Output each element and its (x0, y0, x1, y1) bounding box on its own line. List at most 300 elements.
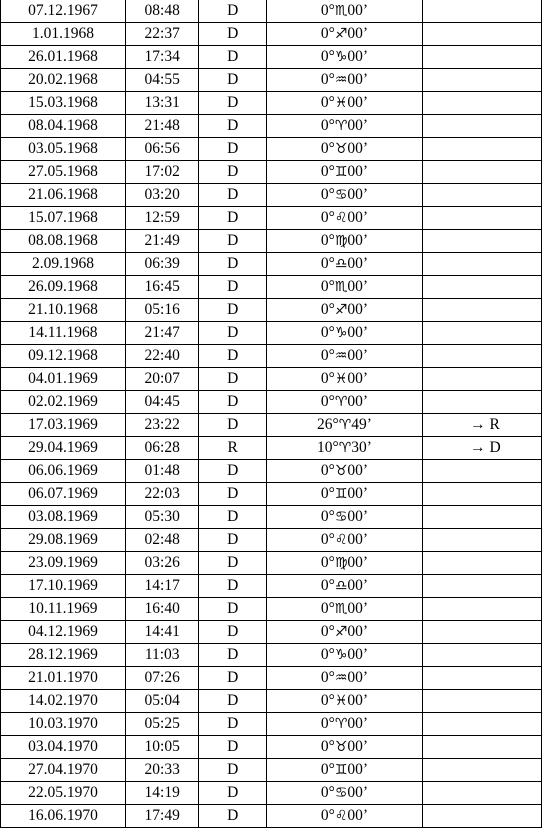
date-cell: 29.04.1969 (1, 437, 126, 460)
position-cell (266, 115, 422, 138)
position-degrees: 0° (320, 761, 335, 778)
zodiac-sign-icon: ♈ (334, 394, 348, 410)
direction-cell: D (199, 0, 266, 23)
position-degrees: 0° (320, 623, 335, 640)
note-cell (423, 736, 542, 759)
zodiac-sign-icon: ♎ (334, 256, 348, 272)
position-minutes: 00’ (347, 393, 369, 410)
position-degrees: 0° (320, 278, 335, 295)
direction-cell: D (199, 782, 266, 805)
position-minutes: 49’ (351, 416, 372, 433)
note-cell (423, 253, 542, 276)
time-cell: 10:05 (125, 736, 199, 759)
table-row (1, 161, 542, 184)
table-row (1, 575, 542, 598)
zodiac-sign-icon: ♊ (334, 164, 348, 180)
table-row (1, 552, 542, 575)
zodiac-sign-icon: ♐ (334, 26, 348, 42)
date-cell: 03.08.1969 (1, 506, 126, 529)
position-minutes: 00’ (347, 508, 369, 525)
table-row (1, 138, 542, 161)
position-cell (266, 414, 422, 437)
position-degrees: 0° (320, 646, 335, 663)
direction-cell: D (199, 736, 266, 759)
note-cell (423, 161, 542, 184)
direction-cell: D (199, 230, 266, 253)
time-cell: 23:22 (125, 414, 199, 437)
table-row (1, 437, 542, 460)
zodiac-sign-icon: ♍ (334, 555, 348, 571)
zodiac-sign-icon: ♒ (334, 72, 348, 88)
position-degrees: 0° (320, 163, 335, 180)
position-degrees: 0° (320, 784, 335, 801)
position-degrees: 0° (320, 232, 335, 249)
position-degrees: 0° (320, 462, 335, 479)
time-cell: 22:37 (125, 23, 199, 46)
zodiac-sign-icon: ♌ (334, 210, 348, 226)
direction-cell: D (199, 276, 266, 299)
note-cell (423, 621, 542, 644)
position-minutes: 00’ (347, 232, 369, 249)
position-degrees: 0° (320, 25, 335, 42)
position-minutes: 00’ (347, 554, 369, 571)
note-cell (423, 460, 542, 483)
table-row (1, 0, 542, 23)
position-minutes: 00’ (347, 2, 369, 19)
note-cell (423, 506, 542, 529)
table-row (1, 230, 542, 253)
time-cell: 06:56 (125, 138, 199, 161)
position-minutes: 00’ (347, 255, 369, 272)
time-cell: 11:03 (125, 644, 199, 667)
note-cell: → R (423, 414, 542, 437)
zodiac-sign-icon: ♎ (334, 578, 348, 594)
position-minutes: 00’ (347, 25, 369, 42)
date-cell: 15.03.1968 (1, 92, 126, 115)
position-degrees: 0° (320, 186, 335, 203)
position-minutes: 00’ (347, 485, 369, 502)
position-cell (266, 713, 422, 736)
table-row (1, 759, 542, 782)
direction-cell: D (199, 322, 266, 345)
time-cell: 12:59 (125, 207, 199, 230)
direction-cell: D (199, 368, 266, 391)
time-cell: 22:40 (125, 345, 199, 368)
note-cell (423, 23, 542, 46)
date-cell: 04.01.1969 (1, 368, 126, 391)
position-cell (266, 460, 422, 483)
position-cell (266, 782, 422, 805)
table-row (1, 460, 542, 483)
table-row (1, 322, 542, 345)
note-cell (423, 69, 542, 92)
position-cell (266, 345, 422, 368)
position-minutes: 00’ (347, 784, 369, 801)
time-cell: 20:07 (125, 368, 199, 391)
position-degrees: 0° (320, 301, 335, 318)
direction-cell: D (199, 529, 266, 552)
position-degrees: 0° (320, 715, 335, 732)
table-row (1, 276, 542, 299)
date-cell: 08.04.1968 (1, 115, 126, 138)
date-cell: 21.01.1970 (1, 667, 126, 690)
date-cell: 20.02.1968 (1, 69, 126, 92)
zodiac-sign-icon: ♒ (334, 670, 348, 686)
position-cell (266, 276, 422, 299)
time-cell: 20:33 (125, 759, 199, 782)
position-cell (266, 368, 422, 391)
position-minutes: 00’ (347, 347, 369, 364)
note-cell (423, 598, 542, 621)
position-minutes: 00’ (347, 48, 369, 65)
date-cell: 10.03.1970 (1, 713, 126, 736)
date-cell: 03.04.1970 (1, 736, 126, 759)
zodiac-sign-icon: ♓ (334, 371, 348, 387)
direction-cell: D (199, 184, 266, 207)
date-cell: 16.06.1970 (1, 805, 126, 828)
note-cell (423, 483, 542, 506)
position-cell (266, 621, 422, 644)
position-degrees: 0° (320, 738, 335, 755)
position-degrees: 0° (320, 324, 335, 341)
zodiac-sign-icon: ♑ (334, 325, 348, 341)
position-degrees: 0° (320, 669, 335, 686)
direction-cell: D (199, 805, 266, 828)
date-cell: 1.01.1968 (1, 23, 126, 46)
position-minutes: 00’ (347, 186, 369, 203)
date-cell: 15.07.1968 (1, 207, 126, 230)
position-degrees: 0° (320, 692, 335, 709)
position-minutes: 00’ (347, 94, 369, 111)
position-cell (266, 230, 422, 253)
date-cell: 17.03.1969 (1, 414, 126, 437)
position-minutes: 00’ (347, 370, 369, 387)
position-degrees: 0° (320, 485, 335, 502)
direction-cell: D (199, 414, 266, 437)
time-cell: 14:17 (125, 575, 199, 598)
note-cell (423, 690, 542, 713)
time-cell: 03:26 (125, 552, 199, 575)
position-cell (266, 506, 422, 529)
position-cell (266, 667, 422, 690)
table-row (1, 69, 542, 92)
position-minutes: 00’ (347, 761, 369, 778)
position-cell (266, 552, 422, 575)
note-cell: → D (423, 437, 542, 460)
direction-cell: D (199, 575, 266, 598)
position-minutes: 00’ (347, 600, 369, 617)
direction-cell: D (199, 299, 266, 322)
position-minutes: 00’ (347, 324, 369, 341)
position-cell (266, 575, 422, 598)
position-degrees: 0° (320, 140, 335, 157)
direction-cell: D (199, 23, 266, 46)
zodiac-sign-icon: ♏ (334, 279, 348, 295)
note-cell (423, 713, 542, 736)
position-minutes: 00’ (347, 163, 369, 180)
table-row (1, 598, 542, 621)
position-minutes: 00’ (347, 669, 369, 686)
time-cell: 04:45 (125, 391, 199, 414)
position-minutes: 00’ (347, 301, 369, 318)
date-cell: 27.05.1968 (1, 161, 126, 184)
position-degrees: 0° (320, 531, 335, 548)
position-degrees: 0° (320, 255, 335, 272)
direction-cell: D (199, 667, 266, 690)
position-cell (266, 207, 422, 230)
zodiac-sign-icon: ♓ (334, 95, 348, 111)
position-degrees: 0° (320, 370, 335, 387)
position-cell (266, 23, 422, 46)
zodiac-sign-icon: ♉ (334, 463, 348, 479)
direction-cell: D (199, 253, 266, 276)
time-cell: 06:28 (125, 437, 199, 460)
direction-cell: D (199, 92, 266, 115)
date-cell: 02.02.1969 (1, 391, 126, 414)
time-cell: 05:30 (125, 506, 199, 529)
date-cell: 17.10.1969 (1, 575, 126, 598)
zodiac-sign-icon: ♈ (334, 118, 348, 134)
position-minutes: 00’ (347, 577, 369, 594)
time-cell: 16:40 (125, 598, 199, 621)
time-cell: 17:02 (125, 161, 199, 184)
position-cell (266, 92, 422, 115)
date-cell: 21.06.1968 (1, 184, 126, 207)
note-cell (423, 667, 542, 690)
position-minutes: 00’ (347, 278, 369, 295)
position-cell (266, 322, 422, 345)
zodiac-sign-icon: ♓ (334, 693, 348, 709)
position-cell (266, 184, 422, 207)
zodiac-sign-icon: ♐ (334, 302, 348, 318)
date-cell: 07.12.1967 (1, 0, 126, 23)
position-cell (266, 69, 422, 92)
direction-cell: D (199, 759, 266, 782)
note-cell (423, 184, 542, 207)
table-row (1, 736, 542, 759)
table-row (1, 207, 542, 230)
position-cell (266, 391, 422, 414)
position-cell (266, 598, 422, 621)
direction-cell: D (199, 391, 266, 414)
zodiac-sign-icon: ♑ (334, 647, 348, 663)
note-cell (423, 207, 542, 230)
table-row (1, 621, 542, 644)
position-degrees: 10° (317, 439, 339, 456)
note-cell (423, 0, 542, 23)
direction-cell: D (199, 690, 266, 713)
date-cell: 21.10.1968 (1, 299, 126, 322)
date-cell: 22.05.1970 (1, 782, 126, 805)
time-cell: 04:55 (125, 69, 199, 92)
position-degrees: 0° (320, 393, 335, 410)
table-row (1, 690, 542, 713)
note-cell (423, 552, 542, 575)
time-cell: 03:20 (125, 184, 199, 207)
table-row (1, 368, 542, 391)
note-cell (423, 276, 542, 299)
position-degrees: 0° (320, 347, 335, 364)
position-cell (266, 0, 422, 23)
zodiac-sign-icon: ♍ (334, 233, 348, 249)
note-cell (423, 644, 542, 667)
position-cell (266, 759, 422, 782)
direction-cell: D (199, 69, 266, 92)
date-cell: 26.09.1968 (1, 276, 126, 299)
position-minutes: 00’ (347, 209, 369, 226)
note-cell (423, 345, 542, 368)
position-minutes: 00’ (347, 715, 369, 732)
position-minutes: 00’ (347, 531, 369, 548)
date-cell: 14.02.1970 (1, 690, 126, 713)
position-minutes: 00’ (347, 140, 369, 157)
position-minutes: 30’ (351, 439, 372, 456)
table-row (1, 253, 542, 276)
date-cell: 09.12.1968 (1, 345, 126, 368)
direction-cell: R (199, 437, 266, 460)
time-cell: 22:03 (125, 483, 199, 506)
table-row (1, 299, 542, 322)
position-cell (266, 805, 422, 828)
date-cell: 2.09.1968 (1, 253, 126, 276)
table-row (1, 414, 542, 437)
date-cell: 08.08.1968 (1, 230, 126, 253)
position-minutes: 00’ (347, 738, 369, 755)
time-cell: 05:04 (125, 690, 199, 713)
position-degrees: 0° (320, 807, 335, 824)
direction-cell: D (199, 644, 266, 667)
date-cell: 06.06.1969 (1, 460, 126, 483)
position-cell (266, 736, 422, 759)
date-cell: 28.12.1969 (1, 644, 126, 667)
date-cell: 03.05.1968 (1, 138, 126, 161)
position-cell (266, 299, 422, 322)
note-cell (423, 575, 542, 598)
table-row (1, 46, 542, 69)
note-cell (423, 138, 542, 161)
time-cell: 05:16 (125, 299, 199, 322)
zodiac-sign-icon: ♏ (334, 601, 348, 617)
position-cell (266, 437, 422, 460)
note-cell (423, 368, 542, 391)
note-cell (423, 759, 542, 782)
position-degrees: 0° (320, 71, 335, 88)
direction-cell: D (199, 483, 266, 506)
position-cell (266, 46, 422, 69)
table-row (1, 805, 542, 828)
zodiac-sign-icon: ♈ (338, 417, 352, 433)
note-cell (423, 46, 542, 69)
position-degrees: 0° (320, 508, 335, 525)
time-cell: 21:48 (125, 115, 199, 138)
position-minutes: 00’ (347, 117, 369, 134)
note-cell (423, 230, 542, 253)
time-cell: 08:48 (125, 0, 199, 23)
position-cell (266, 253, 422, 276)
position-cell (266, 161, 422, 184)
time-cell: 16:45 (125, 276, 199, 299)
position-cell (266, 138, 422, 161)
table-row (1, 115, 542, 138)
table-row (1, 345, 542, 368)
position-degrees: 0° (320, 577, 335, 594)
time-cell: 13:31 (125, 92, 199, 115)
position-minutes: 00’ (347, 692, 369, 709)
direction-cell: D (199, 552, 266, 575)
position-cell (266, 644, 422, 667)
zodiac-sign-icon: ♉ (334, 141, 348, 157)
note-cell (423, 322, 542, 345)
note-cell (423, 92, 542, 115)
zodiac-sign-icon: ♈ (338, 440, 352, 456)
zodiac-sign-icon: ♋ (334, 785, 348, 801)
zodiac-sign-icon: ♋ (334, 187, 348, 203)
zodiac-sign-icon: ♈ (334, 716, 348, 732)
zodiac-sign-icon: ♐ (334, 624, 348, 640)
table-row (1, 782, 542, 805)
time-cell: 21:49 (125, 230, 199, 253)
time-cell: 05:25 (125, 713, 199, 736)
position-minutes: 00’ (347, 71, 369, 88)
direction-cell: D (199, 713, 266, 736)
direction-cell: D (199, 345, 266, 368)
time-cell: 01:48 (125, 460, 199, 483)
date-cell: 14.11.1968 (1, 322, 126, 345)
position-degrees: 0° (320, 554, 335, 571)
position-minutes: 00’ (347, 623, 369, 640)
date-cell: 26.01.1968 (1, 46, 126, 69)
zodiac-sign-icon: ♌ (334, 532, 348, 548)
table-row (1, 92, 542, 115)
date-cell: 27.04.1970 (1, 759, 126, 782)
direction-cell: D (199, 598, 266, 621)
direction-cell: D (199, 506, 266, 529)
time-cell: 17:49 (125, 805, 199, 828)
direction-cell: D (199, 115, 266, 138)
table-row (1, 184, 542, 207)
table-row (1, 23, 542, 46)
date-cell: 23.09.1969 (1, 552, 126, 575)
direction-cell: D (199, 621, 266, 644)
direction-cell: D (199, 138, 266, 161)
time-cell: 14:19 (125, 782, 199, 805)
date-cell: 10.11.1969 (1, 598, 126, 621)
time-cell: 21:47 (125, 322, 199, 345)
position-minutes: 00’ (347, 807, 369, 824)
date-cell: 04.12.1969 (1, 621, 126, 644)
position-minutes: 00’ (347, 646, 369, 663)
position-cell (266, 529, 422, 552)
position-cell (266, 483, 422, 506)
zodiac-sign-icon: ♑ (334, 49, 348, 65)
table-row (1, 667, 542, 690)
position-cell (266, 690, 422, 713)
direction-cell: D (199, 161, 266, 184)
time-cell: 06:39 (125, 253, 199, 276)
note-cell (423, 529, 542, 552)
zodiac-sign-icon: ♊ (334, 762, 348, 778)
note-cell (423, 299, 542, 322)
position-minutes: 00’ (347, 462, 369, 479)
position-degrees: 0° (320, 209, 335, 226)
direction-cell: D (199, 46, 266, 69)
time-cell: 02:48 (125, 529, 199, 552)
table-row (1, 529, 542, 552)
position-degrees: 0° (320, 2, 335, 19)
note-cell (423, 805, 542, 828)
position-degrees: 0° (320, 94, 335, 111)
position-degrees: 26° (317, 416, 339, 433)
